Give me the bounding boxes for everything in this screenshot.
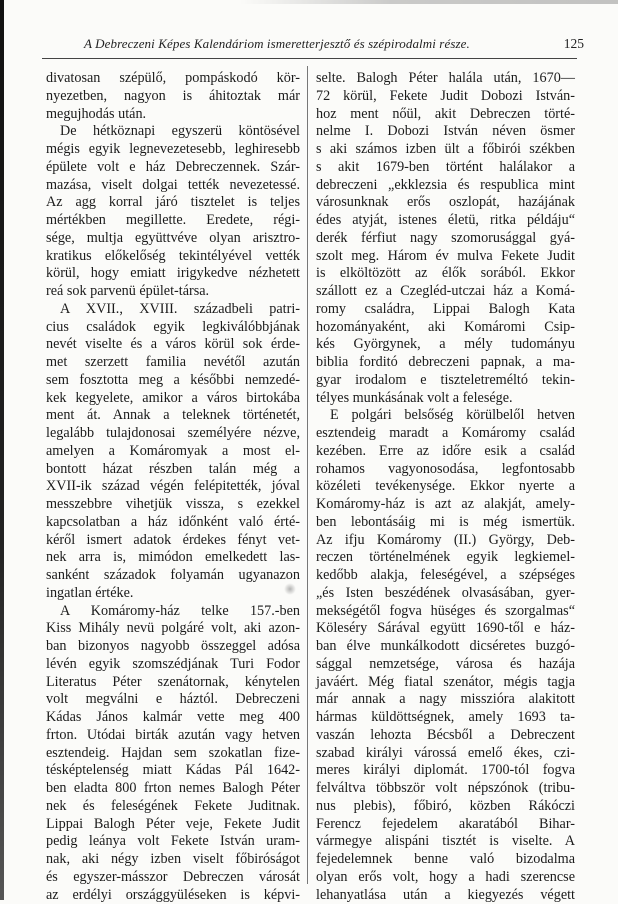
ink-smudge xyxy=(284,583,296,595)
header-rule xyxy=(42,58,577,59)
text-line: biblia forditó debreczeni papnak, a ma- xyxy=(316,354,575,372)
column-divider xyxy=(307,66,308,884)
page-number: 125 xyxy=(564,36,584,52)
text-line: sége, multja együttvéve olyan arisztro- xyxy=(46,230,300,248)
text-line: De hétköznapi egyszerü köntösével xyxy=(46,123,300,141)
text-line: kedőbb alakja, feleségével, a szépséges xyxy=(316,567,575,585)
text-line: met szerzett familia nevétől azután xyxy=(46,354,300,372)
text-line: javáért. Még fiatal szenátor, mégis tagja xyxy=(316,674,575,692)
text-line: meres királyi diplomát. 1700-tól fogva xyxy=(316,762,575,780)
text-line: pedig leánya volt Fekete István uram- xyxy=(46,833,300,851)
text-line: esztendeig. Hajdan sem szokatlan fize- xyxy=(46,745,300,763)
text-line: Az ifju Komáromy (II.) György, Deb- xyxy=(316,532,575,550)
text-line: mekségétől fogva hüséges és szorgalmas“ xyxy=(316,603,575,621)
text-line: gyar irodalom e tiszteletreméltó tekin- xyxy=(316,372,575,390)
right-text-column xyxy=(316,70,575,904)
text-line: felváltva többször volt népszónok (tribu- xyxy=(316,780,575,798)
text-line: ingatlan értéke. xyxy=(46,585,300,603)
text-line: XVII-ik század végén felépitették, jóval xyxy=(46,478,300,496)
text-line: már annak a nagy misszióra alakitott xyxy=(316,691,575,709)
text-line: rohamos vagyonosodása, legfontosabb xyxy=(316,461,575,479)
text-line: esztendeig maradt a Komáromy család xyxy=(316,425,575,443)
text-line: messzebbre vihetjük vissza, s ezekkel xyxy=(46,496,300,514)
text-line: amelyen a Komáromyak a most el- xyxy=(46,443,300,461)
text-line: ben lebontásáig mi is még ismertük. xyxy=(316,514,575,532)
text-line: legalább tulajdonosai személyére nézve, xyxy=(46,425,300,443)
text-line: Az agg korral járó tisztelet is teljes xyxy=(46,194,300,212)
text-line: lévén egyik szomszédjának Turi Fodor xyxy=(46,656,300,674)
text-line: mazása, viselt dolgai tették nevezetessé. xyxy=(46,177,300,195)
text-line: 72 körül, Fekete Judit Dobozi István- xyxy=(316,88,575,106)
text-line: Ferencz fejedelem akaratából Bihar- xyxy=(316,816,575,834)
text-line: ben eladta 800 frton nemes Balogh Péter xyxy=(46,780,300,798)
text-line: közéleti tevékenysége. Ekkor nyerte a xyxy=(316,478,575,496)
text-line: Komáromy-ház is azt az alakját, amely- xyxy=(316,496,575,514)
text-line: cius családok egyik legkiválóbbjának xyxy=(46,319,300,337)
text-line: A XVII., XVIII. századbeli patri- xyxy=(46,301,300,319)
text-line: ban bizonyos nagyobb összeggel adósa xyxy=(46,638,300,656)
running-header xyxy=(40,34,590,56)
text-line: divatosan szépülő, pompáskodó kör- xyxy=(46,70,300,88)
running-header-title: A Debreczeni Képes Kalendáriom ismeretterjesztő és szépirodalmi része. xyxy=(84,36,470,52)
text-line: ban élve munkálkodott dicséretes buzgó- xyxy=(316,638,575,656)
text-line: édes atyját, istenes életü, ritka példáju“ xyxy=(316,212,575,230)
text-line: kéről ismert adatok érdekes fényt vet- xyxy=(46,532,300,550)
text-line: Köleséry Sárával együtt 1690-től e ház- xyxy=(316,620,575,638)
text-line: Kádas János kalmár vette meg 400 xyxy=(46,709,300,727)
text-line: télyes munkásának volt a felesége. xyxy=(316,390,575,408)
text-line: tésképtelenség miatt Kádas Pál 1642- xyxy=(46,762,300,780)
text-line: E polgári belsőség körülbelől hetven xyxy=(316,407,575,425)
text-line: derék férfiut nagy szomorusággal gyá- xyxy=(316,230,575,248)
text-line: lehanyatlása után a kiegyezés végett xyxy=(316,887,575,904)
text-line: Lippai Balogh Péter veje, Fekete Judit xyxy=(46,816,300,834)
text-line: szolt meg. Három év mulva Fekete Judit xyxy=(316,248,575,266)
text-line: megujhodás után. xyxy=(46,106,300,124)
text-line: olyan erős volt, hogy a hadi szerencse xyxy=(316,869,575,887)
text-line: reá sok parvenü épület-társa. xyxy=(46,283,300,301)
text-line: hoz ment nőül, akit Debreczen törté- xyxy=(316,106,575,124)
text-line: szállott ez a Czegléd-utczai ház a Komá- xyxy=(316,283,575,301)
text-line: Kiss Mihály nevü polgáré volt, aki azon- xyxy=(46,620,300,638)
text-line: volt megválni e háztól. Debreczeni xyxy=(46,691,300,709)
text-line: sággal nemzetsége, városa és hazája xyxy=(316,656,575,674)
text-line: s aki számos izben ült a főbirói székben xyxy=(316,141,575,159)
text-line: nyezetben, nagyon is áhitoztak már xyxy=(46,88,300,106)
text-line: nus plebis), főbiró, közben Rákóczi xyxy=(316,798,575,816)
text-line: romy családra, Lippai Balogh Kata xyxy=(316,301,575,319)
text-line: debreczeni „ekklezsia és respublica mint xyxy=(316,177,575,195)
text-line: kezében. Erre az időre esik a család xyxy=(316,443,575,461)
text-line: s akit 1679-ben történt halálakor a xyxy=(316,159,575,177)
text-line: épülete volt e ház Debreczennek. Szár- xyxy=(46,159,300,177)
text-line: mégis egyik legnevezetesebb, leghiresebb xyxy=(46,141,300,159)
text-line: vaszán lehozta Bécsből a Debreczent xyxy=(316,727,575,745)
text-line: hozományaként, aki Komáromi Csip- xyxy=(316,319,575,337)
text-line: kapcsolatban a ház időnként való érté- xyxy=(46,514,300,532)
text-line: sem fosztotta meg a későbbi nemzedé- xyxy=(46,372,300,390)
page-top-shadow xyxy=(240,0,618,4)
text-line: is elköltözött az élők sorából. Ekkor xyxy=(316,265,575,283)
text-line: nek és feleségének Fekete Juditnak. xyxy=(46,798,300,816)
text-line: Literatus Péter szenátornak, kénytelen xyxy=(46,674,300,692)
text-line: vármegye alispáni tisztét is viselte. A xyxy=(316,833,575,851)
text-line: nek arra is, mimódon emelkedett las- xyxy=(46,549,300,567)
text-line: hármas küldöttségnek, amely 1693 ta- xyxy=(316,709,575,727)
text-line: körül, hogy emiatt irigykedve nézhetett xyxy=(46,265,300,283)
text-line: nak, aki négy izben viselt főbiróságot xyxy=(46,851,300,869)
left-text-column xyxy=(46,70,300,904)
text-line: és egyszer-másszor Debreczen városát xyxy=(46,869,300,887)
text-line: frton. Utódai birták azután vagy hetven xyxy=(46,727,300,745)
text-line: selte. Balogh Péter halála után, 1670— xyxy=(316,70,575,88)
text-line: kek kegyelete, amikor a város birtokába xyxy=(46,390,300,408)
text-line: sanként századok folyamán ugyanazon xyxy=(46,567,300,585)
text-line: ment át. Annak a teleknek történetét, xyxy=(46,407,300,425)
page-binding-edge xyxy=(0,0,4,900)
text-line: fejedelemnek benne való bizodalma xyxy=(316,851,575,869)
text-line: nelme I. Dobozi István néven ösmer xyxy=(316,123,575,141)
text-line: mértékben megillette. Eredete, régi- xyxy=(46,212,300,230)
text-line: bontott házat részben talán még a xyxy=(46,461,300,479)
text-line: „és Isten beszédének olvasásában, gyer- xyxy=(316,585,575,603)
text-line: kés Györgynek, a mély tudományu xyxy=(316,336,575,354)
text-line: városunknak erős oszlopát, hazájának xyxy=(316,194,575,212)
text-line: reczen történelmének egyik legkiemel- xyxy=(316,549,575,567)
text-line: az erdélyi országgyüléseken is képvi- xyxy=(46,887,300,904)
text-line: kratikus előkelőség tekintélyével vették xyxy=(46,248,300,266)
text-line: szabad királyi várossá emelő ékes, czi- xyxy=(316,745,575,763)
text-line: A Komáromy-ház telke 157.-ben xyxy=(46,603,300,621)
text-line: nevét viselte és a város körül sok érde- xyxy=(46,336,300,354)
